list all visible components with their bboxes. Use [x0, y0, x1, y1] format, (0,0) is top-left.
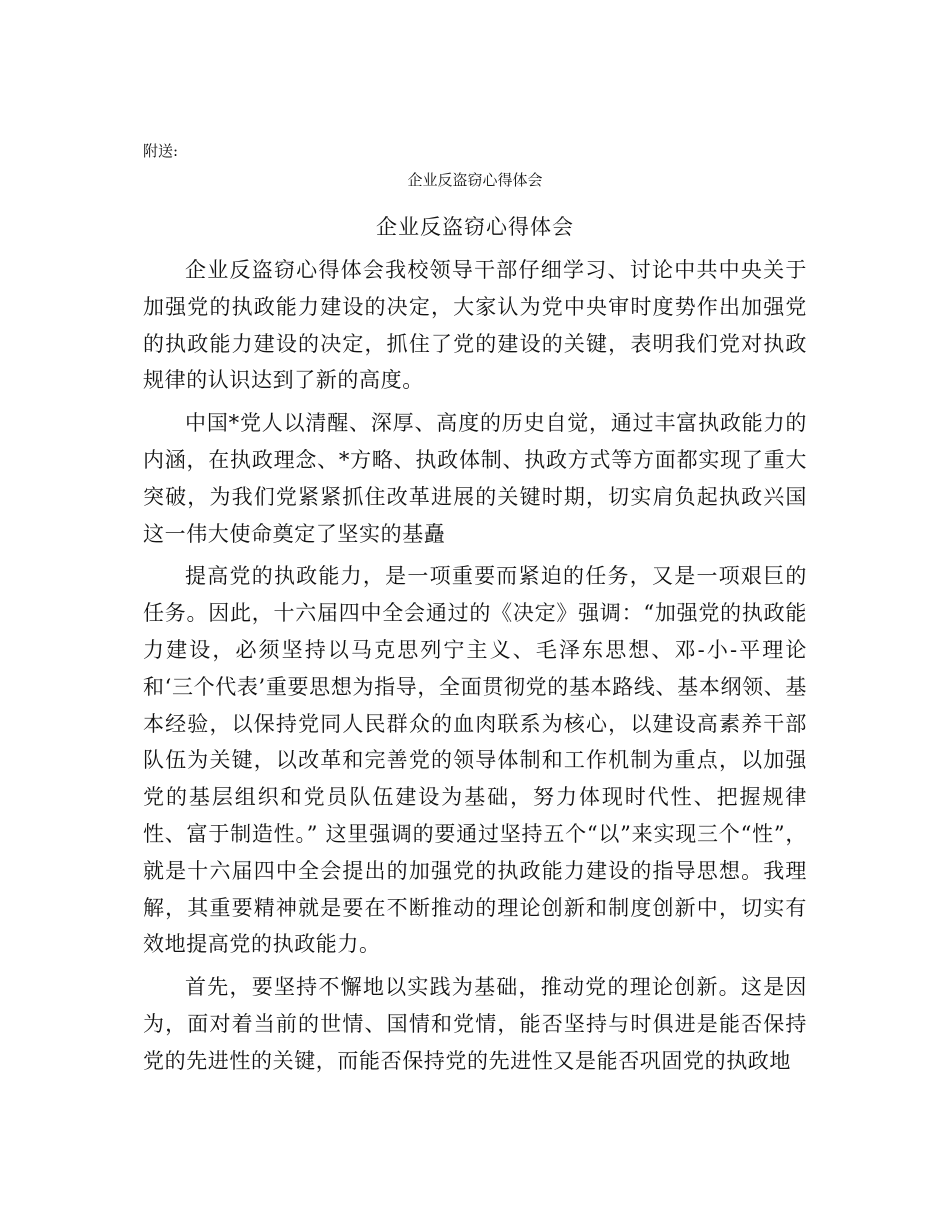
attachment-label: 附送:	[143, 142, 179, 160]
paragraph-1: 企业反盗窃心得体会我校领导干部仔细学习、讨论中共中央关于加强党的执政能力建设的决定，大家认为党中央审时度势作出加强党的执政能力建设的决定，抓住了党的建设的关键，表明我们党对执政规律的认识达到了新的高度。	[143, 258, 807, 393]
paragraph-2: 中国*党人以清醒、深厚、高度的历史自觉，通过丰富执政能力的内涵，在执政理念、*方略、执政体制、执政方式等方面都实现了重大突破，为我们党紧紧抓住改革进展的关键时期，切实肩负起执政兴国这一伟大使命奠定了坚实的基矗	[143, 411, 807, 546]
page-title: 企业反盗窃心得体会	[376, 215, 574, 239]
document-body	[143, 252, 807, 1086]
paragraph-3: 提高党的执政能力，是一项重要而紧迫的任务，又是一项艰巨的任务。因此，十六届四中全会通过的《决定》强调：“加强党的执政能力建设，必须坚持以马克思列宁主义、毛泽东思想、邓-小-平理论和‘三个代表’重要思想为指导，全面贯彻党的基本路线、基本纲领、基本经验，以保持党同人民群众的血肉联系为核心，以建设高素养干部队伍为关键，以改革和完善党的领导体制和工作机制为重点，以加强党的基层组织和党员队伍建设为基础，努力体现时代性、把握规律性、富于制造性。” 这里强调的要通过坚持五个“以”来实现三个“性”，就是十六届四中全会提出的加强党的执政能力建设的指导思想。我理解，其重要精神就是要在不断推动的理论创新和制度创新中，切实有效地提高党的执政能力。	[143, 564, 807, 957]
attachment-title: 企业反盗窃心得体会	[407, 171, 543, 189]
paragraph-4: 首先，要坚持不懈地以实践为基础，推动党的理论创新。这是因为，面对着当前的世情、国情和党情，能否坚持与时俱进是能否保持党的先进性的关键，而能否保持党的先进性又是能否巩固党的执政地	[143, 975, 807, 1073]
